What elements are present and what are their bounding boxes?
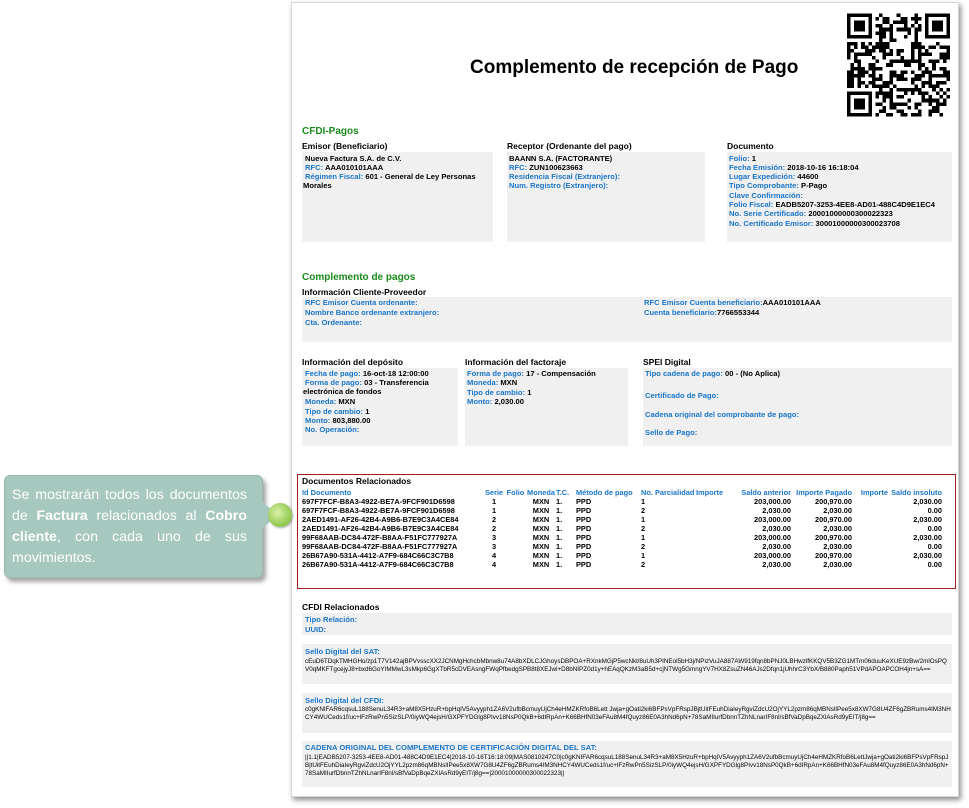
emisor-heading: Emisor (Beneficiario) — [302, 141, 388, 151]
spei-certificado: Certificado de Pago: — [645, 391, 719, 400]
table-cell: 1 — [491, 497, 497, 506]
table-cell-empty — [852, 560, 888, 569]
documento-cert-emisor: No. Certificado Emisor: 30001000000300023708 — [729, 219, 900, 228]
table-cell: 4 — [491, 560, 497, 569]
table-cell: PPD — [576, 560, 592, 569]
table-cell: 2,030.00 — [823, 560, 852, 569]
col-tc: T.C. — [556, 488, 570, 497]
deposito-monto: Monto: 803,880.00 — [305, 416, 371, 425]
table-cell-empty — [852, 542, 888, 551]
table-cell-empty — [696, 551, 732, 560]
table-cell: 200,970.00 — [815, 515, 852, 524]
spei-cadena: Cadena original del comprobante de pago: — [645, 410, 800, 419]
table-cell: PPD — [576, 515, 592, 524]
table-cell: 2AED1491-AF26-42B4-A9B6-B7E9C3A4CE84 — [302, 524, 459, 533]
col-importe-pagado: Importe Pagado — [796, 488, 852, 497]
table-cell-empty — [505, 524, 526, 533]
table-cell: 697F7FCF-B8A3-4922-BE7A-9FCF901D6598 — [302, 497, 455, 506]
table-cell: 2,030.00 — [762, 506, 791, 515]
table-cell: PPD — [576, 524, 592, 533]
sello-sat-text: cEuD6TDqkTMHGHo/zp1T7V142ajBPVvsscXX2JCNMgHchcbMbnw8u74A8bXDLCJGhoysDBPOA+RXnkMGjP5wcNkl/8uUh3PINEol5bH3j/NPizVuJA887AW919fqn8bPNJ0LBHwzlfKKQV5B3ZG1MTm06duuKeXUE9zBw/2mlOsPQV0qMKFTgcejyJ8+bxd6GoYIMMwL3sMkp6GgXTbR5cDVEAsngFWqPfbedgSPB8t8XEJwl+D8bNIPZ0d1y+hEAqQKzM3aB5d+cjNTWg5GmngYV7HX8ZsuZN46AJs2Dfqn1jUhhrC3YbX/B880Paph51VPdAPOAPCOH4jn+sA== — [305, 658, 947, 673]
col-parcialidad: No. Parcialidad — [641, 488, 695, 497]
table-cell: MXN — [532, 542, 550, 551]
table-cell: 0.00 — [927, 524, 942, 533]
table-cell-empty — [852, 497, 888, 506]
spei-heading: SPEI Digital — [643, 357, 691, 367]
complemento-heading: Complemento de pagos — [302, 272, 416, 283]
receptor-name: BAANN S.A. (FACTORANTE) — [509, 154, 613, 163]
table-cell-empty — [505, 533, 526, 542]
table-cell-empty — [696, 533, 732, 542]
table-cell: MXN — [532, 560, 550, 569]
spei-tipo-cadena: Tipo cadena de pago: 00 - (No Aplica) — [645, 369, 781, 378]
table-cell: 1 — [641, 533, 646, 542]
col-saldo-insoluto: Saldo insoluto — [891, 488, 942, 497]
table-cell: 1. — [556, 551, 563, 560]
table-cell: 2 — [641, 542, 646, 551]
table-cell-empty — [852, 506, 888, 515]
col-moneda: Moneda — [527, 488, 555, 497]
table-row — [302, 542, 942, 551]
table-cell: 1 — [491, 506, 497, 515]
table-cell-empty — [696, 560, 732, 569]
deposito-operacion: No. Operación: — [305, 425, 360, 434]
table-cell: 2,030.00 — [823, 524, 852, 533]
table-cell-empty — [696, 506, 732, 515]
table-cell-empty — [505, 560, 526, 569]
emisor-name: Nueva Factura S.A. de C.V. — [305, 154, 402, 163]
table-cell: 1. — [556, 506, 563, 515]
documentos-relacionados-heading: Documentos Relacionados — [302, 476, 412, 486]
table-cell: 1. — [556, 533, 563, 542]
table-cell: 3 — [491, 542, 497, 551]
qr-code — [847, 9, 950, 121]
table-cell: PPD — [576, 506, 592, 515]
callout-text: Se mostrarán todos los documentos de Factura relacionados al Cobro cliente, con cada uno de sus movimientos. — [12, 487, 247, 566]
table-cell: MXN — [532, 497, 550, 506]
table-cell: 200,970.00 — [815, 497, 852, 506]
table-row — [302, 533, 942, 542]
table-cell: 2 — [641, 560, 646, 569]
cta-beneficiario: Cuenta beneficiario:7766553344 — [644, 308, 760, 317]
document-title: Complemento de recepción de Pago — [470, 57, 799, 78]
table-cell: 2,030.00 — [823, 506, 852, 515]
documento-tipo: Tipo Comprobante: P-Pago — [729, 181, 828, 190]
table-cell-empty — [852, 533, 888, 542]
receptor-rfc: RFC: ZUN100623663 — [509, 163, 583, 172]
deposito-forma: Forma de pago: 03 - Transferencia electrónica de fondos — [303, 378, 429, 397]
col-serie: Serie — [484, 488, 504, 497]
table-cell: 99F68AAB-DC84-472F-B8AA-F51FC777927A — [302, 533, 458, 542]
spei-sello: Sello de Pago: — [645, 428, 698, 437]
col-importe: Importe — [696, 488, 724, 497]
sello-cfdi-text: c0gKNIFAR6cqsuL188SenuL34R3+aM8X5HzuR+bpHqIV5Avyyph1ZA6V2ufbBcmuyUjCh4eHMZKRfoB6Lett Jwja+gOati2ki6BFPsVpFRspJBjtUitFEuhDiaIeyRgviZdcU2OjYYL2pzm86qMBNslIPee5x8XW7G8U4ZF6gZBRums4IM3NHCY4WUCeds1f/uc+lFzRwPn5SizSLP/0iyWQ4ejsH/GXPFYDGlg8PIvv18NsP0QkB+6dIRpAn+K66BHfN03eFAu8M4fQuyz86E0A3hNd6pN+78SaMIIurfDbnnTZhNLnarIF8nl/sBfVaDpBqeZXlAsRd9yEIT/j8g== — [305, 706, 951, 721]
table-row — [302, 551, 942, 560]
documento-heading: Documento — [727, 141, 774, 151]
table-cell-empty — [505, 551, 526, 560]
table-cell: 2,030.00 — [913, 533, 942, 542]
tipo-relacion: Tipo Relación: — [305, 615, 358, 624]
table-cell: 0.00 — [927, 560, 942, 569]
table-cell: 26B67A90-531A-4412-A7F9-684C66C3C7B8 — [302, 560, 454, 569]
receptor-registro: Num. Registro (Extranjero): — [509, 181, 609, 190]
col-importe-2: Importe — [860, 488, 888, 497]
table-cell: 203,000.00 — [754, 497, 791, 506]
table-cell: 2,030.00 — [913, 497, 942, 506]
col-saldo-anterior: Saldo anterior — [741, 488, 791, 497]
cta-ordenante: Cta. Ordenante: — [305, 318, 362, 327]
table-row — [302, 506, 942, 515]
table-cell: 2,030.00 — [913, 551, 942, 560]
table-cell-empty — [505, 506, 526, 515]
factoraje-tipo-cambio: Tipo de cambio: 1 — [467, 388, 532, 397]
table-cell-empty — [852, 515, 888, 524]
cfdi-pagos-heading: CFDI-Pagos — [302, 126, 359, 137]
table-cell: 1. — [556, 515, 563, 524]
table-cell: 1 — [641, 497, 646, 506]
col-metodo-pago: Método de pago — [576, 488, 633, 497]
deposito-heading: Información del depósito — [302, 357, 404, 367]
table-cell: MXN — [532, 551, 550, 560]
documento-clave: Clave Confirmación: — [729, 191, 803, 200]
documento-folio-fiscal: Folio Fiscal: EADB5207-3253-4EE8-AD01-488C4D9E1EC4 — [729, 200, 935, 209]
table-cell: 3 — [491, 533, 497, 542]
table-row — [302, 497, 942, 506]
documento-lugar: Lugar Expedición: 44600 — [729, 172, 819, 181]
table-cell: 697F7FCF-B8A3-4922-BE7A-9FCF901D6598 — [302, 506, 455, 515]
table-cell: 2,030.00 — [762, 524, 791, 533]
table-cell: 26B67A90-531A-4412-A7F9-684C66C3C7B8 — [302, 551, 454, 560]
col-folio: Folio — [506, 488, 525, 497]
table-cell: 2 — [491, 524, 497, 533]
table-cell: 2AED1491-AF26-42B4-A9B6-B7E9C3A4CE84 — [302, 515, 459, 524]
table-cell-empty — [696, 515, 732, 524]
table-row — [302, 560, 942, 569]
receptor-heading: Receptor (Ordenante del pago) — [507, 141, 632, 151]
cfdi-relacionados-panel — [302, 613, 952, 635]
cfdi-relacionados-heading: CFDI Relacionados — [302, 602, 380, 612]
table-cell: 1. — [556, 542, 563, 551]
table-cell: PPD — [576, 551, 592, 560]
deposito-tipo-cambio: Tipo de cambio: 1 — [305, 407, 370, 416]
sello-cfdi-heading: Sello Digital del CFDI: — [305, 696, 384, 705]
table-cell: 2 — [641, 506, 646, 515]
cadena-original-heading: CADENA ORIGINAL DEL COMPLEMENTO DE CERTIFICACIÓN DIGITAL DEL SAT: — [305, 743, 597, 752]
receptor-residencia: Residencia Fiscal (Extranjero): — [509, 172, 620, 181]
cadena-original-text: ||1.1|EADB5207-3253-4EE8-AD01-488C4D9E1EC4|2018-10-16T16:18:09|MAS0810247C0|c0gKNIFAR6cqsuL188SenuL34R3+aM8X5HzuR+bpHqIV5Avyyph1ZA6V2ufbBcmuyUjCh4eHMZKRfoB6LettJwja+gOati2ki6BFPsVpFRspJBjtUitFEuhDiaIeyRgviZdcU2OjYYL2pzm86qMBNslIPee5x8XW7G8U4ZF6gZBRums4IM3NHCY4WUCeds1f/uc+lFzRwPn5SizSLP/0iyWQ4ejsH/GXPFYDGlg8PIvv18NsP0QkB+6dIRpAn+K66BHfN03eFAu8M4fQuyz86E0A3hNd6pN+78SaMIIurfDbnnTZhNLnarIF8nl/sBfVaDpBqeZXlAsRd9yEIT/j8g==|20001000000300022323|| — [305, 754, 949, 777]
table-cell: MXN — [532, 533, 550, 542]
table-cell: 2,030.00 — [913, 515, 942, 524]
table-cell: 203,000.00 — [754, 551, 791, 560]
table-cell-empty — [505, 542, 526, 551]
table-cell-empty — [696, 497, 732, 506]
table-cell: 200,970.00 — [815, 533, 852, 542]
table-cell-empty — [696, 524, 732, 533]
table-cell: PPD — [576, 542, 592, 551]
table-cell: 200,970.00 — [815, 551, 852, 560]
table-cell: 2 — [491, 515, 497, 524]
table-cell: 2,030.00 — [762, 542, 791, 551]
info-cliente-heading: Información Cliente-Proveedor — [302, 287, 427, 297]
banco-ordenante: Nombre Banco ordenante extranjero: — [305, 308, 440, 317]
table-cell: 0.00 — [927, 542, 942, 551]
rfc-ordenante: RFC Emisor Cuenta ordenante: — [305, 298, 418, 307]
col-id-documento: Id Documento — [302, 488, 352, 497]
emisor-rfc: RFC: AAA010101AAA — [305, 163, 384, 172]
documentos-relacionados-table — [302, 488, 942, 569]
factoraje-moneda: Moneda: MXN — [467, 378, 518, 387]
table-cell-empty — [696, 542, 732, 551]
table-cell: MXN — [532, 515, 550, 524]
sello-sat-heading: Sello Digital del SAT: — [305, 647, 380, 656]
callout-connector-dot — [268, 503, 292, 527]
documento-folio: Folio: 1 — [729, 154, 757, 163]
table-cell-empty — [852, 551, 888, 560]
documento-serie-cert: No. Serie Certificado: 20001000000300022323 — [729, 209, 893, 218]
table-cell: PPD — [576, 497, 592, 506]
table-cell: 203,000.00 — [754, 515, 791, 524]
table-cell-empty — [852, 524, 888, 533]
factoraje-monto: Monto: 2,030.00 — [467, 397, 524, 406]
table-cell: 1. — [556, 560, 563, 569]
deposito-fecha: Fecha de pago: 16-oct-18 12:00:00 — [305, 369, 429, 378]
deposito-moneda: Moneda: MXN — [305, 397, 356, 406]
table-cell: 2,030.00 — [823, 542, 852, 551]
uuid: UUID: — [305, 625, 327, 634]
rfc-beneficiario: RFC Emisor Cuenta beneficiario:AAA010101AAA — [644, 298, 821, 307]
table-cell: PPD — [576, 533, 592, 542]
table-cell: MXN — [532, 524, 550, 533]
table-cell: 2 — [641, 524, 646, 533]
table-cell: 99F68AAB-DC84-472F-B8AA-F51FC777927A — [302, 542, 458, 551]
table-row — [302, 515, 942, 524]
emisor-regimen: Régimen Fiscal: 601 - General de Ley Personas Morales — [303, 172, 476, 191]
table-cell: 4 — [491, 551, 497, 560]
table-cell: 2,030.00 — [762, 560, 791, 569]
documento-fecha: Fecha Emisión: 2018-10-16 16:18:04 — [729, 163, 859, 172]
table-cell: 1 — [641, 515, 646, 524]
table-cell: 1. — [556, 497, 563, 506]
table-cell: 203,000.00 — [754, 533, 791, 542]
factoraje-forma: Forma de pago: 17 - Compensación — [467, 369, 596, 378]
table-cell-empty — [505, 497, 526, 506]
table-row — [302, 524, 942, 533]
table-cell: 1. — [556, 524, 563, 533]
table-cell: 0.00 — [927, 506, 942, 515]
table-cell: MXN — [532, 506, 550, 515]
table-header-row — [302, 488, 942, 497]
table-cell: 1 — [641, 551, 646, 560]
factoraje-heading: Información del factoraje — [465, 357, 567, 367]
table-cell-empty — [505, 515, 526, 524]
